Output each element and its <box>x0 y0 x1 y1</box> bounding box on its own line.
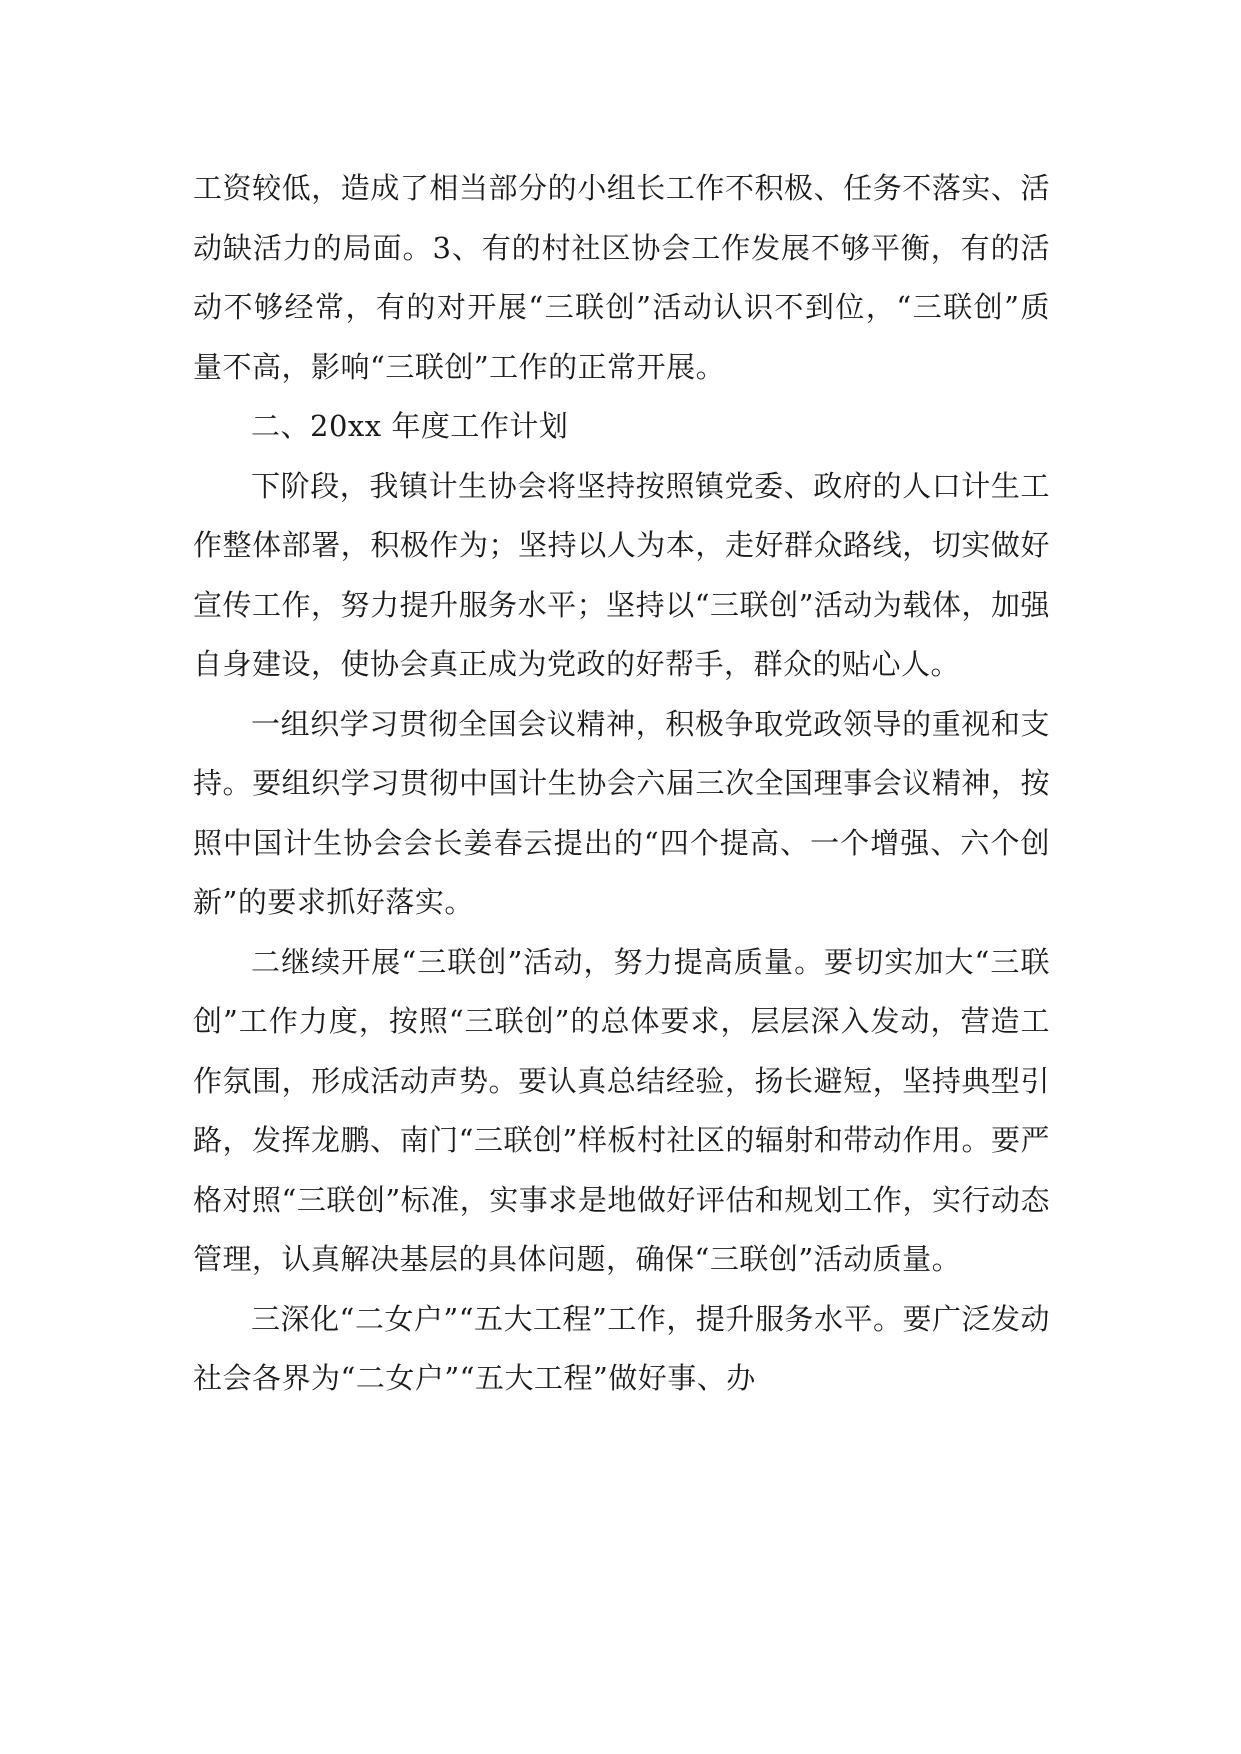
section-heading: 二、20xx 年度工作计划 <box>251 409 569 443</box>
paragraph-item-three: 三深化“二女户”“五大工程”工作，提升服务水平。要广泛发动社会各界为“二女户”“五大工程”做好事、办 <box>193 1301 1050 1395</box>
paragraph-continued: 工资较低，造成了相当部分的小组长工作不积极、任务不落实、活动缺活力的局面。3、有的村社区协会工作发展不够平衡，有的活动不够经常，有的对开展“三联创”活动认识不到位，“三联创”质量不高，影响“三联创”工作的正常开展。 <box>193 171 1050 384</box>
document-body <box>193 159 1050 1409</box>
paragraph-item-two: 二继续开展“三联创”活动，努力提高质量。要切实加大“三联创”工作力度，按照“三联创”的总体要求，层层深入发动，营造工作氛围，形成活动声势。要认真总结经验，扬长避短，坚持典型引路，发挥龙鹏、南门“三联创”样板村社区的辐射和带动作用。要严格对照“三联创”标准，实事求是地做好评估和规划工作，实行动态管理，认真解决基层的具体问题，确保“三联创”活动质量。 <box>193 944 1050 1276</box>
paragraph-item-one: 一组织学习贯彻全国会议精神，积极争取党政领导的重视和支持。要组织学习贯彻中国计生协会六届三次全国理事会议精神，按照中国计生协会会长姜春云提出的“四个提高、一个增强、六个创新”的要求抓好落实。 <box>193 706 1050 919</box>
paragraph-overview: 下阶段，我镇计生协会将坚持按照镇党委、政府的人口计生工作整体部署，积极作为；坚持以人为本，走好群众路线，切实做好宣传工作，努力提升服务水平；坚持以“三联创”活动为载体，加强自身建设，使协会真正成为党政的好帮手，群众的贴心人。 <box>193 468 1050 681</box>
